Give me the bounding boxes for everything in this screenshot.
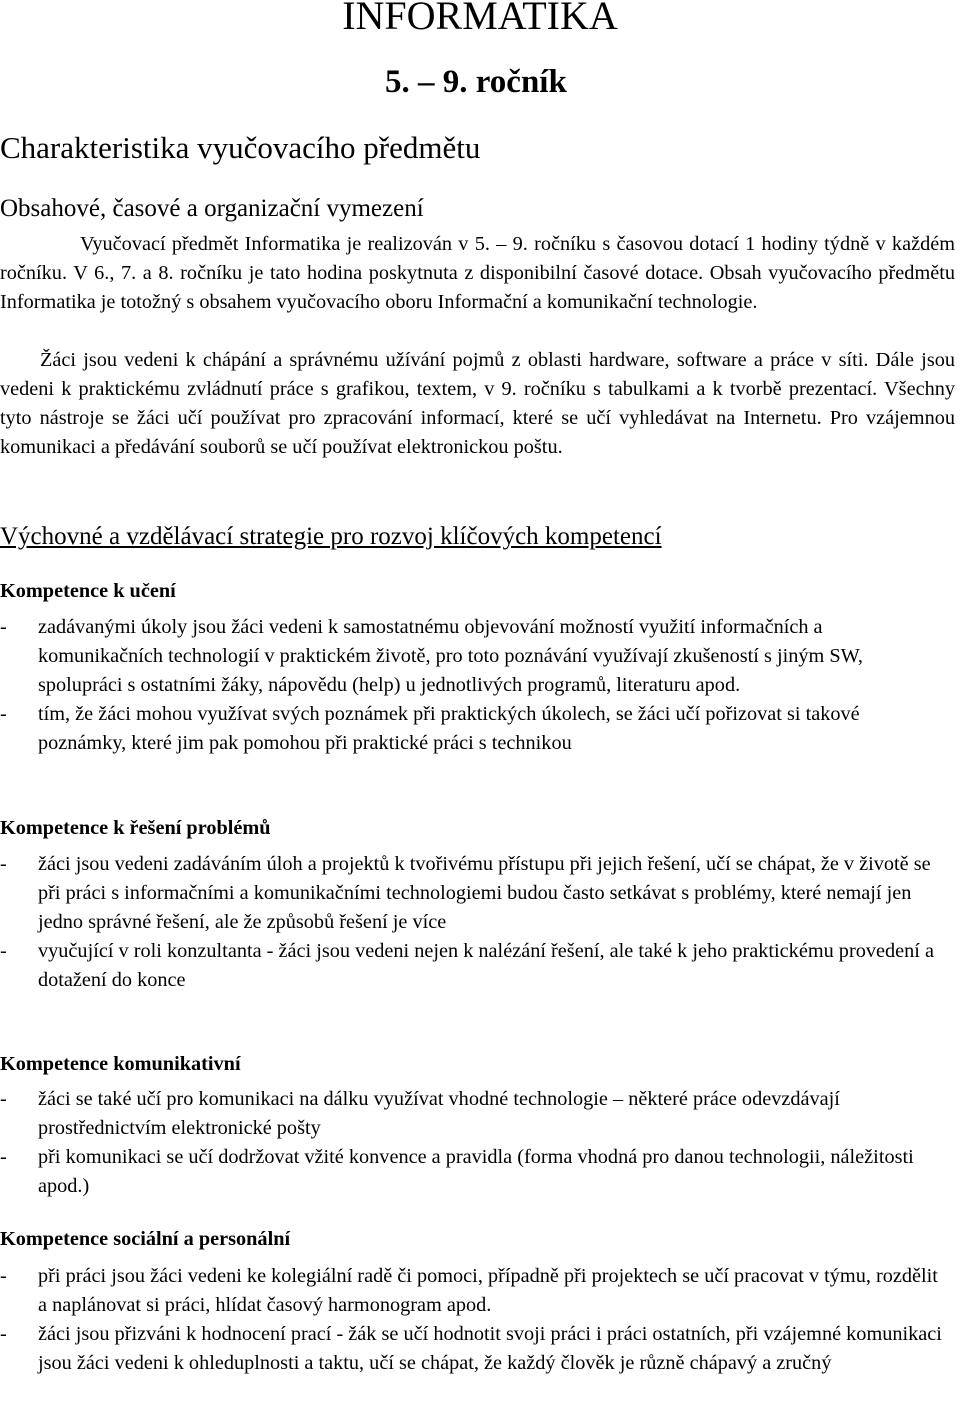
bullet-dash: -	[0, 1265, 7, 1287]
document-title: INFORMATIKA	[342, 0, 618, 38]
list-item-text: žáci se také učí pro komunikaci na dálku využívat vhodné technologie – některé práce odevzdávají prostřednictvím elektronické pošty	[38, 1088, 840, 1139]
scope-subheading: Obsahové, časové a organizační vymezení	[0, 195, 424, 222]
list-item-text: vyučující v roli konzultanta - žáci jsou vedeni nejen k nalézání řešení, ale také k jeho praktickému provedení a dotažení do konce	[38, 940, 934, 991]
list-item	[0, 1262, 950, 1320]
list-item-text: žáci jsou přizváni k hodnocení prací - žák se učí hodnotit svoji práci i práci ostatních, při vzájemné komunikaci jsou žáci vedeni k ohleduplnosti a taktu, učí se chápat, že každý člověk je různě chápavý a zručný	[38, 1323, 942, 1374]
grade-range-subtitle: 5. – 9. ročník	[385, 64, 567, 100]
list-item-text: tím, že žáci mohou využívat svých poznámek při praktických úkolech, se žáci učí pořizovat si takové poznámky, které jim pak pomohou při praktické práci s technikou	[38, 703, 860, 754]
list-item-text: při komunikaci se učí dodržovat vžité konvence a pravidla (forma vhodná pro danou technologii, náležitosti apod.)	[38, 1146, 914, 1197]
competence-social-title: Kompetence sociální a personální	[0, 1228, 291, 1250]
list-item	[0, 1143, 950, 1201]
list-item	[0, 613, 950, 700]
bullet-dash: -	[0, 703, 7, 725]
competence-communication-title: Kompetence komunikativní	[0, 1053, 241, 1075]
bullet-dash: -	[0, 616, 7, 638]
list-item-text: při práci jsou žáci vedeni ke kolegiální radě či pomoci, případně při projektech se učí pracovat v týmu, rozdělit a naplánovat si práci, hlídat časový harmonogram apod.	[38, 1265, 938, 1316]
competence-social-list	[0, 1262, 950, 1378]
scope-paragraph-2: Žáci jsou vedeni k chápání a správnému užívání pojmů z oblasti hardware, software a práce v síti. Dále jsou vedeni k praktickému zvládnutí práce s grafikou, textem, v 9. ročníku s tabulkami a k tvorbě prezentací. Všechny tyto nástroje se žáci učí používat pro zpracování informací, které se učí vyhledávat na Internetu. Pro vzájemnou komunikaci a předávání souborů se učí používat elektronickou poštu.	[0, 349, 955, 458]
list-item-text: zadávanými úkoly jsou žáci vedeni k samostatnému objevování možností využití informačních a komunikačních technologií v praktickém životě, pro toto poznávání využívají zkušeností s jiným SW, spolupráci s ostatními žáky, nápovědu (help) u jednotlivých programů, literaturu apod.	[38, 616, 863, 696]
list-item	[0, 1320, 950, 1378]
bullet-dash: -	[0, 940, 7, 962]
competence-problem-solving-title: Kompetence k řešení problémů	[0, 817, 271, 839]
bullet-dash: -	[0, 1146, 7, 1168]
scope-paragraph-1: Vyučovací předmět Informatika je realizován v 5. – 9. ročníku s časovou dotací 1 hodiny týdně v každém ročníku. V 6., 7. a 8. ročníku je tato hodina poskytnuta z disponibilní časové dotace. Obsah vyučovacího předmětu Informatika je totožný s obsahem vyučovacího oboru Informační a komunikační technologie.	[0, 233, 955, 313]
bullet-dash: -	[0, 1088, 7, 1110]
list-item	[0, 1085, 950, 1143]
competence-learning-list	[0, 613, 950, 758]
list-item-text: žáci jsou vedeni zadáváním úloh a projektů k tvořivému přístupu při jejich řešení, učí se chápat, že v životě se při práci s informačními a komunikačními technologiemi budou často setkávat s problémy, které nemají jen jedno správné řešení, ale že způsobů řešení je více	[38, 853, 931, 933]
bullet-dash: -	[0, 1323, 7, 1345]
competence-communication-list	[0, 1085, 950, 1201]
competence-problem-solving-list	[0, 850, 950, 995]
strategies-heading: Výchovné a vzdělávací strategie pro rozvoj klíčových kompetencí	[0, 523, 662, 550]
competence-learning-title: Kompetence k učení	[0, 580, 176, 602]
characteristics-heading: Charakteristika vyučovacího předmětu	[0, 130, 481, 165]
list-item	[0, 937, 950, 995]
list-item	[0, 700, 950, 758]
list-item	[0, 850, 950, 937]
bullet-dash: -	[0, 853, 7, 875]
